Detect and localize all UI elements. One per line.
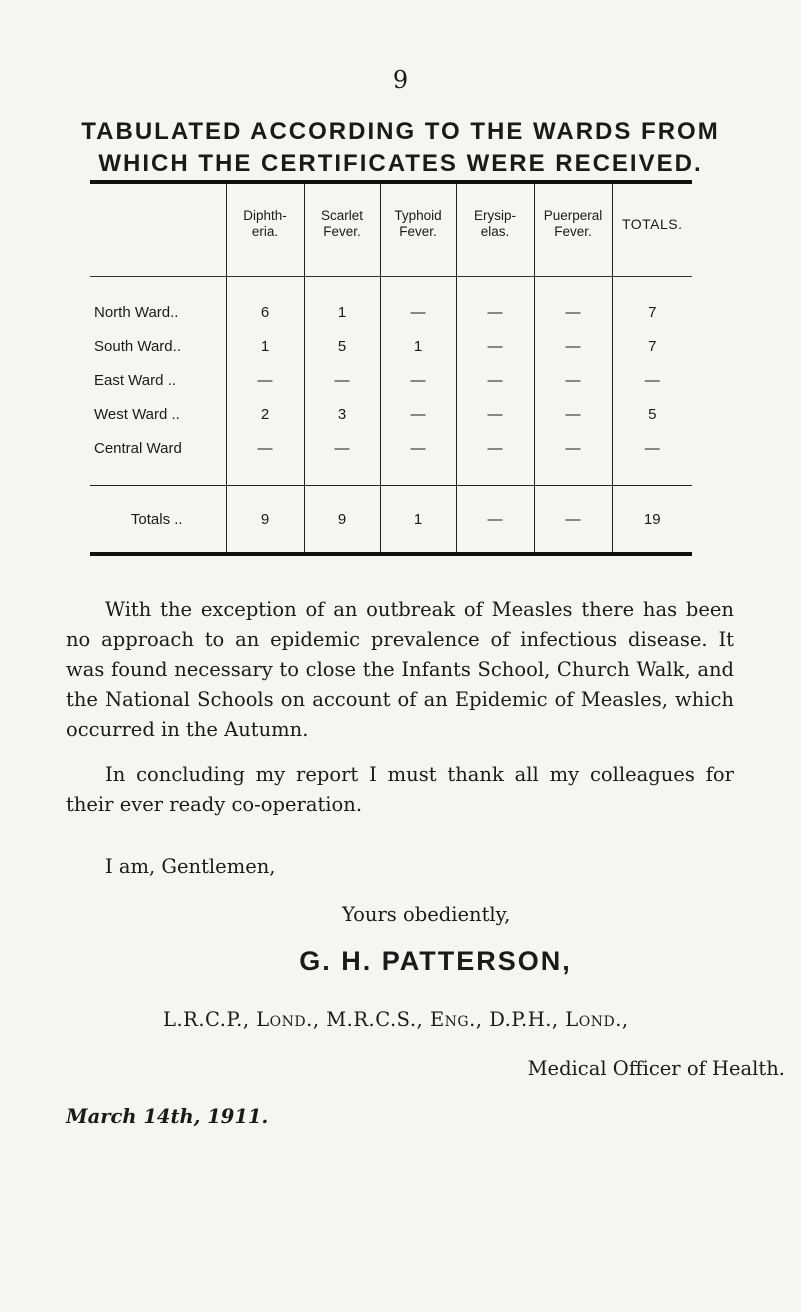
cell-diphtheria: — (226, 431, 304, 486)
cell-puerperal-fever: — (534, 277, 612, 330)
cell-erysipelas: — (456, 363, 534, 397)
column-header-totals: TOTALS. (612, 184, 692, 277)
cell-erysipelas: — (456, 486, 534, 553)
table-row-south-ward (90, 329, 692, 363)
table-heading-line-2: WHICH THE CERTIFICATES WERE RECEIVED. (98, 150, 703, 177)
cell-erysipelas: — (456, 397, 534, 431)
cell-scarlet-fever: — (304, 431, 380, 486)
salutation: I am, Gentlemen, (105, 855, 276, 878)
cell-scarlet-fever: 3 (304, 397, 380, 431)
cell-typhoid-fever: — (380, 277, 456, 330)
column-header-puerperal-fever (534, 184, 612, 277)
table-row-central-ward (90, 431, 692, 486)
cell-diphtheria: 6 (226, 277, 304, 330)
ward-name: Central Ward (94, 439, 182, 457)
cell-erysipelas: — (456, 329, 534, 363)
cell-typhoid-fever: 1 (380, 329, 456, 363)
ward-name: South Ward.. (94, 337, 181, 355)
cell-typhoid-fever: — (380, 397, 456, 431)
column-header-scarlet-fever (304, 184, 380, 277)
ward-name: West Ward .. (94, 405, 180, 423)
valediction: Yours obediently, (342, 903, 511, 926)
cell-typhoid-fever: — (380, 431, 456, 486)
table-header-row (90, 184, 692, 277)
ward-name: North Ward.. (94, 303, 179, 321)
column-header-ward (90, 184, 226, 277)
ward-statistics-table (90, 184, 692, 552)
report-date: March 14th, 1911. (66, 1105, 269, 1128)
cell-puerperal-fever: — (534, 363, 612, 397)
credentials: L.R.C.P., Lond., M.R.C.S., Eng., D.P.H., Lond., (163, 1008, 629, 1031)
column-header-label: Typhoid Fever. (394, 208, 442, 239)
ward-name: East Ward .. (94, 371, 176, 389)
cell-puerperal-fever: — (534, 397, 612, 431)
column-header-diphtheria (226, 184, 304, 277)
column-header-erysipelas (456, 184, 534, 277)
cell-scarlet-fever: — (304, 363, 380, 397)
column-header-label: Erysip- elas. (473, 208, 516, 239)
column-header-label: Puerperal Fever. (543, 208, 603, 239)
cell-erysipelas: — (456, 277, 534, 330)
cell-total: 19 (612, 486, 692, 553)
column-header-label: Diphth- eria. (243, 208, 287, 239)
cell-puerperal-fever: — (534, 431, 612, 486)
cell-typhoid-fever: — (380, 363, 456, 397)
table-heading-line-1: TABULATED ACCORDING TO THE WARDS FROM (81, 118, 720, 145)
column-header-label: Scarlet Fever. (320, 208, 364, 239)
cell-scarlet-fever: 9 (304, 486, 380, 553)
cell-typhoid-fever: 1 (380, 486, 456, 553)
table-bottom-rule (90, 552, 692, 556)
cell-puerperal-fever: — (534, 486, 612, 553)
office-title: Medical Officer of Health. (527, 1057, 785, 1080)
ward-table (90, 180, 692, 556)
page-number: 9 (392, 66, 409, 94)
table-row-east-ward (90, 363, 692, 397)
cell-total: 5 (612, 397, 692, 431)
totals-label: Totals .. (90, 486, 226, 553)
cell-scarlet-fever: 1 (304, 277, 380, 330)
cell-diphtheria: 2 (226, 397, 304, 431)
cell-erysipelas: — (456, 431, 534, 486)
paragraph-thanks: In concluding my report I must thank all my colleagues for their ever ready co-operation. (66, 763, 734, 816)
table-row-west-ward (90, 397, 692, 431)
cell-puerperal-fever: — (534, 329, 612, 363)
cell-total: — (612, 431, 692, 486)
column-header-typhoid-fever (380, 184, 456, 277)
paragraph-measles: With the exception of an outbreak of Measles there has been no approach to an epidemic prevalence of infectious disease. It was found necessary to close the Infants School, Church Walk, and the National Schools on account of an Epidemic of Measles, which occurred in the Autumn. (66, 598, 734, 741)
table-row-north-ward (90, 277, 692, 330)
cell-diphtheria: 9 (226, 486, 304, 553)
cell-total: 7 (612, 277, 692, 330)
signature-name: G. H. PATTERSON, (299, 946, 572, 976)
table-row-totals (90, 486, 692, 553)
cell-scarlet-fever: 5 (304, 329, 380, 363)
cell-total: 7 (612, 329, 692, 363)
cell-diphtheria: 1 (226, 329, 304, 363)
cell-total: — (612, 363, 692, 397)
cell-diphtheria: — (226, 363, 304, 397)
